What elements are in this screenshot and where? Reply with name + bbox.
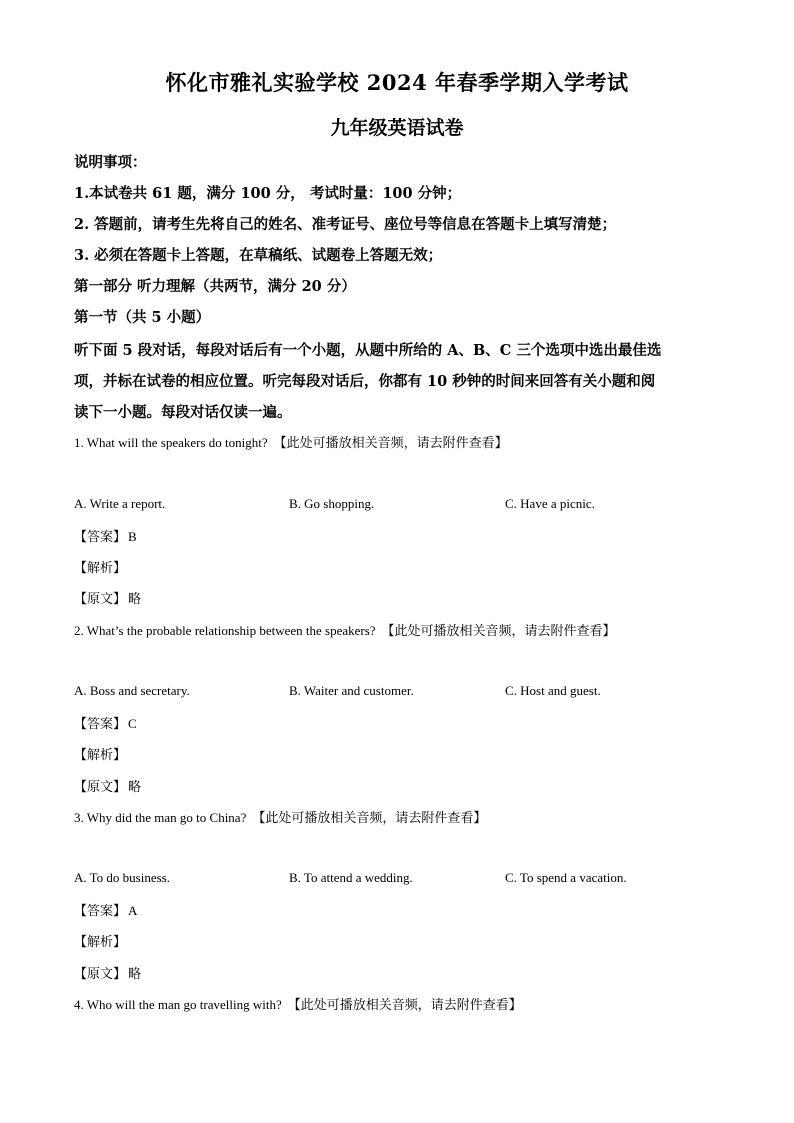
- audio-note[interactable]: 【此处可播放相关音频，请去附件查看】: [287, 998, 522, 1013]
- question-3-option-b: B. To attend a wedding.: [289, 870, 413, 885]
- question-3-option-a: A. To do business.: [74, 870, 170, 885]
- answer-value: A: [128, 903, 138, 918]
- instruction-item-2: 2. 答题前，请考生先将自己的姓名、准考证号、座位号等信息在答题卡上填写清楚；: [74, 216, 617, 233]
- question-3-answer: [74, 900, 137, 919]
- page-title: 怀化市雅礼实验学校 2024 年春季学期入学考试: [165, 70, 629, 95]
- question-3-option-c: C. To spend a vacation.: [505, 870, 627, 885]
- analysis-label: 【解析】: [74, 748, 127, 763]
- original-label: 【原文】: [74, 592, 127, 607]
- directions-line-2: 项，并标在试卷的相应位置。听完每段对话后，你都有 10 秒钟的时间来回答有关小题和阅: [74, 373, 656, 390]
- instructions-heading: 说明事项：: [74, 154, 147, 171]
- audio-note[interactable]: 【此处可播放相关音频，请去附件查看】: [273, 436, 508, 451]
- answer-label: 【答案】: [74, 904, 127, 919]
- original-label: 【原文】: [74, 967, 127, 982]
- question-1-answer: [74, 526, 137, 545]
- answer-label: 【答案】: [74, 717, 127, 732]
- page-subtitle: 九年级英语试卷: [330, 117, 464, 139]
- question-2-stem: [74, 620, 616, 639]
- question-1-option-a: A. Write a report.: [74, 496, 166, 511]
- question-4-stem: [74, 994, 522, 1013]
- answer-label: 【答案】: [74, 530, 127, 545]
- question-2-option-b: B. Waiter and customer.: [289, 683, 414, 698]
- question-3-text: 3. Why did the man go to China?: [74, 810, 247, 825]
- answer-value: C: [128, 716, 137, 731]
- question-1-original: [74, 588, 141, 607]
- question-3-stem: [74, 807, 486, 826]
- question-3-analysis: [74, 931, 126, 950]
- instruction-item-3: 3. 必须在答题卡上答题，在草稿纸、试题卷上答题无效；: [74, 247, 443, 264]
- question-2-option-a: A. Boss and secretary.: [74, 683, 190, 698]
- original-value: 略: [128, 780, 142, 795]
- directions-line-3: 读下一小题。每段对话仅读一遍。: [74, 404, 292, 421]
- audio-note[interactable]: 【此处可播放相关音频，请去附件查看】: [252, 811, 487, 826]
- subsection-heading: 第一节（共 5 小题）: [74, 309, 211, 326]
- original-value: 略: [128, 967, 142, 982]
- instruction-item-1: 1.本试卷共 61 题，满分 100 分， 考试时量：100 分钟；: [74, 185, 462, 202]
- audio-note[interactable]: 【此处可播放相关音频，请去附件查看】: [381, 624, 616, 639]
- question-1-option-c: C. Have a picnic.: [505, 496, 595, 511]
- section-part-heading: 第一部分 听力理解（共两节，满分 20 分）: [74, 278, 356, 295]
- question-2-text: 2. What’s the probable relationship between the speakers?: [74, 623, 376, 638]
- question-1-option-b: B. Go shopping.: [289, 496, 375, 511]
- original-label: 【原文】: [74, 780, 127, 795]
- analysis-label: 【解析】: [74, 561, 127, 576]
- question-2-original: [74, 776, 141, 795]
- question-2-option-c: C. Host and guest.: [505, 683, 601, 698]
- original-value: 略: [128, 592, 142, 607]
- question-2-answer: [74, 713, 137, 732]
- question-4-text: 4. Who will the man go travelling with?: [74, 997, 282, 1012]
- question-3-original: [74, 963, 141, 982]
- answer-value: B: [128, 529, 137, 544]
- question-2-analysis: [74, 744, 126, 763]
- directions-line-1: 听下面 5 段对话，每段对话后有一个小题，从题中所给的 A、B、C 三个选项中选出最佳选: [74, 342, 662, 359]
- question-1-analysis: [74, 557, 126, 576]
- question-1-stem: [74, 432, 508, 451]
- analysis-label: 【解析】: [74, 935, 127, 950]
- question-1-text: 1. What will the speakers do tonight?: [74, 435, 268, 450]
